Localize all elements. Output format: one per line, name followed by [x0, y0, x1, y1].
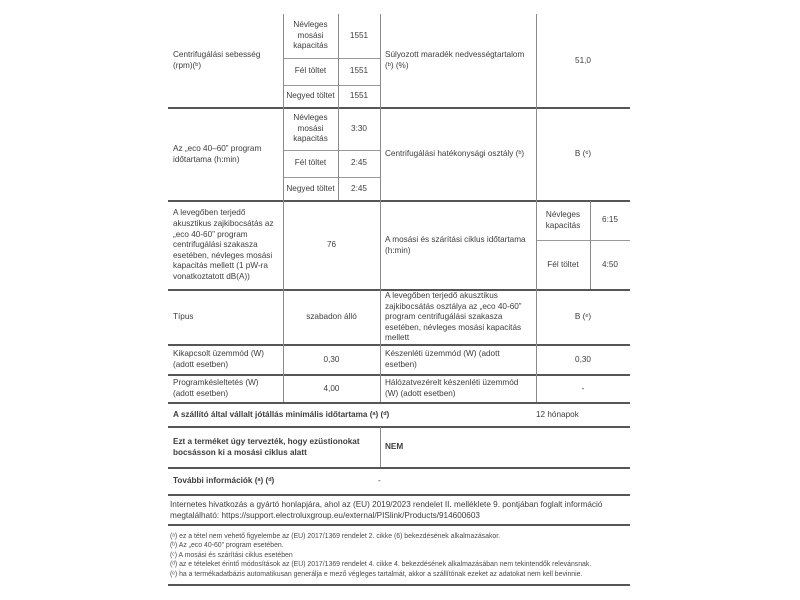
- rated-capacity-sublabel: Névleges mosási kapacitás: [293, 20, 328, 51]
- noise-emission-class-value: B (ᵉ): [574, 312, 592, 322]
- subrow-separator: [283, 150, 380, 151]
- off-mode-value: 0,30: [323, 354, 340, 364]
- rated-capacity-sublabel: Névleges kapacitás: [545, 209, 581, 230]
- column-divider: [338, 14, 339, 200]
- quarter-load-sublabel: Negyed töltet: [286, 91, 335, 101]
- spin-speed-quarter-value: 1551: [349, 91, 369, 101]
- spin-speed-half-value: 1551: [349, 66, 369, 76]
- type-value: szabadon álló: [306, 312, 357, 322]
- further-information-label: További információk (ᵃ) (ᵈ): [173, 476, 275, 486]
- subrow-separator: [536, 240, 630, 241]
- eco-program-duration-label: Az „eco 40–60” program időtartama (h:min): [173, 143, 262, 164]
- subrow-separator: [283, 85, 380, 86]
- column-divider: [590, 201, 591, 289]
- row-separator: [168, 200, 630, 202]
- row-separator: [168, 289, 630, 291]
- row-separator: [168, 344, 630, 346]
- remaining-moisture-value: 51,0: [575, 55, 591, 65]
- column-divider: [283, 14, 284, 402]
- cycle-duration-rated-value: 6:15: [602, 215, 618, 225]
- acoustic-noise-value: 76: [326, 240, 337, 250]
- row-separator: [168, 374, 630, 376]
- subrow-separator: [283, 58, 380, 59]
- row-separator: [168, 524, 630, 526]
- spin-efficiency-class-value: B (ᵉ): [574, 149, 592, 159]
- acoustic-noise-label: A levegőben terjedő akusztikus zajkibocsátás az „eco 40-60” program centrifugálási szakasza esetében, névleges mosási kapacitás mellett (1 pW-ra vonatkoztatott dB(A)): [173, 208, 274, 282]
- half-load-sublabel: Fél töltet: [547, 259, 579, 269]
- weblink-text: Internetes hivatkozás a gyártó honlapjára, ahol az (EU) 2019/2023 rendelet II. melléklete 9. pontjában foglalt információ megtalálható:: [170, 500, 603, 521]
- weblink-paragraph: [170, 499, 628, 521]
- duration-half-value: 2:45: [351, 158, 367, 168]
- half-load-sublabel: Fél töltet: [294, 158, 327, 168]
- type-label: Típus: [173, 312, 194, 322]
- row-separator: [168, 426, 630, 428]
- cycle-duration-half-value: 4:50: [602, 259, 618, 269]
- footnote-c: (ᶜ) A mosási és szárítási ciklus esetében: [170, 551, 293, 559]
- bottom-rule: [168, 584, 630, 586]
- row-separator: [168, 107, 630, 109]
- duration-quarter-value: 2:45: [351, 183, 367, 193]
- silver-ions-label: Ezt a terméket úgy tervezték, hogy ezüstionokat bocsásson ki a mosási ciklus alatt: [173, 436, 360, 457]
- row-separator: [168, 494, 630, 496]
- standby-mode-value: 0,30: [575, 354, 591, 364]
- product-info-url-link[interactable]: https://support.electroluxgroup.eu/external/PISlink/Products/914600603: [221, 511, 480, 521]
- further-information-value: -: [378, 476, 381, 486]
- remaining-moisture-label: Súlyozott maradék nedvességtartalom (ᵇ) (%): [385, 50, 525, 70]
- half-load-sublabel: Fél töltet: [294, 66, 327, 76]
- footnotes-block: [170, 532, 630, 579]
- spin-speed-label: Centrifugálási sebesség (rpm)(ᵇ): [173, 50, 261, 70]
- noise-emission-class-label: A levegőben terjedő akusztikus zajkibocsátás osztálya az „eco 40-60” program centrifugálási szakasza esetében, névleges mosási kapacitás mellett: [385, 290, 522, 343]
- standby-mode-label: Készenléti üzemmód (W) (adott esetben): [385, 349, 500, 369]
- off-mode-label: Kikapcsolt üzemmód (W) (adott esetben): [173, 349, 264, 369]
- footnote-d: (ᵈ) az e tételeket érintő módosítások az (EU) 2017/1369 rendelet 4. cikke 4. bekezdésének alkalmazásában nem tekintendők relevánsnak.: [170, 561, 592, 569]
- spin-efficiency-class-label: Centrifugálási hatékonysági osztály (ᵇ): [385, 149, 525, 159]
- delay-start-label: Programkésleltetés (W) (adott esetben): [173, 378, 259, 398]
- row-separator: [168, 402, 630, 404]
- networked-standby-label: Hálózatvezérelt készenléti üzemmód (W) (adott esetben): [385, 378, 519, 398]
- quarter-load-sublabel: Negyed töltet: [286, 183, 335, 193]
- subrow-separator: [283, 177, 380, 178]
- silver-ions-value: NEM: [385, 442, 404, 452]
- column-divider: [536, 14, 537, 402]
- delay-start-value: 4,00: [323, 383, 340, 393]
- networked-standby-value: -: [581, 383, 585, 393]
- guarantee-duration-value: 12 hónapok: [536, 409, 579, 419]
- row-separator: [168, 467, 630, 469]
- duration-rated-value: 3:30: [351, 123, 367, 133]
- column-divider: [380, 427, 381, 467]
- footnote-e: (ᵉ) ha a termékadatbázis automatikusan generálja e mező végleges tartalmát, akkor a szállítónak ezeket az adatokat nem kell bevinnie.: [170, 570, 583, 578]
- guarantee-duration-label: A szállító által vállalt jótállás minimális időtartama (ᵃ) (ᵈ): [173, 409, 390, 419]
- footnote-a: (ᵃ) ez a tétel nem vehető figyelembe az (EU) 2017/1369 rendelet 2. cikke (6) bekezdésének alkalmazásakor.: [170, 533, 501, 540]
- footnote-b: (ᵇ) Az „eco 40-60” program esetében.: [170, 542, 284, 550]
- column-divider: [380, 14, 381, 402]
- rated-capacity-sublabel: Névleges mosási kapacitás: [293, 113, 328, 144]
- wash-dry-cycle-duration-label: A mosási és szárítási ciklus időtartama (h:min): [385, 234, 526, 255]
- specification-table: [168, 14, 630, 589]
- spin-speed-rated-value: 1551: [349, 30, 369, 40]
